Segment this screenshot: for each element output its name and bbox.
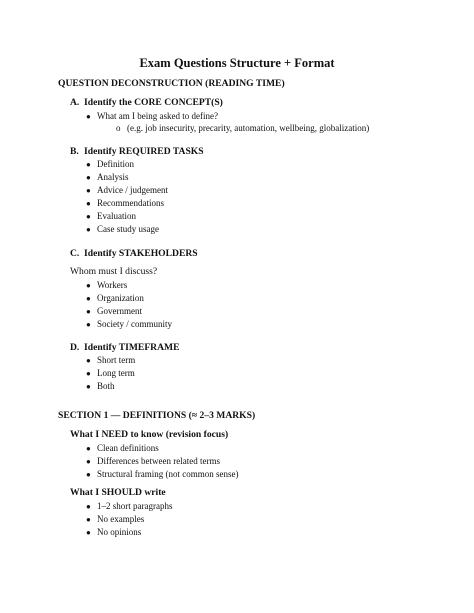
list-item-text: Analysis	[97, 172, 129, 182]
bullet-icon: ●	[86, 173, 91, 182]
list-item-text: No examples	[97, 514, 145, 524]
list-item	[86, 224, 159, 234]
section-letter: B.	[70, 146, 79, 157]
list-item-text: Clean definitions	[97, 443, 159, 453]
bullet-icon: ●	[86, 356, 91, 365]
list-item-text: Advice / judgement	[97, 185, 168, 195]
section-letter: D.	[70, 342, 80, 353]
bullet-icon: ●	[86, 199, 91, 208]
bullet-icon: ●	[86, 112, 91, 121]
list-item	[86, 293, 144, 303]
heading-required-tasks	[70, 146, 204, 157]
section-letter: A.	[70, 97, 80, 108]
list-item-text: 1–2 short paragraphs	[97, 501, 173, 511]
bullet-icon: ●	[86, 457, 91, 466]
list-item-text: No opinions	[97, 527, 142, 537]
heading-timeframe	[70, 342, 180, 353]
prompt-question: Whom must I discuss?	[70, 266, 158, 277]
list-item	[86, 280, 127, 290]
section-letter: C.	[70, 248, 80, 259]
list-item	[86, 159, 134, 169]
bullet-icon: ●	[86, 470, 91, 479]
bullet-icon: ●	[86, 444, 91, 453]
list-item	[86, 501, 172, 511]
list-item-text: What am I being asked to define?	[97, 111, 218, 121]
document-title: Exam Questions Structure + Format	[139, 56, 335, 70]
list-item-text: Short term	[97, 355, 136, 365]
section-heading-text: Identify the CORE CONCEPT(S)	[84, 97, 223, 108]
list-item-text: Case study usage	[97, 224, 159, 234]
list-item	[86, 185, 168, 195]
list-item-text: Organization	[97, 293, 144, 303]
list-item	[86, 368, 135, 378]
list-item	[86, 456, 220, 466]
sub-list-item-text: (e.g. job insecurity, precarity, automation, wellbeing, globalization)	[127, 123, 370, 133]
list-item	[86, 381, 115, 391]
bullet-icon: ●	[86, 528, 91, 537]
bullet-icon: ●	[86, 294, 91, 303]
list-item-text: Government	[97, 306, 142, 316]
list-item-text: Definition	[97, 159, 134, 169]
list-item-text: Structural framing (not common sense)	[97, 469, 239, 479]
bullet-icon: ●	[86, 320, 91, 329]
list-item	[86, 306, 142, 316]
list-item-text: Both	[97, 381, 115, 391]
heading-need-to-know: What I NEED to know (revision focus)	[70, 429, 229, 440]
list-item-text: Society / community	[97, 319, 172, 329]
heading-question-deconstruction: QUESTION DECONSTRUCTION (READING TIME)	[58, 78, 285, 89]
bullet-icon: ●	[86, 212, 91, 221]
heading-core-concepts	[70, 97, 223, 108]
bullet-icon: ●	[86, 382, 91, 391]
list-item-text: Long term	[97, 368, 135, 378]
bullet-icon: ●	[86, 160, 91, 169]
list-item	[86, 469, 238, 479]
section-heading-text: Identify TIMEFRAME	[84, 342, 180, 353]
heading-section-1-definitions: SECTION 1 — DEFINITIONS (≈ 2–3 MARKS)	[58, 410, 256, 421]
sub-list-item	[116, 123, 369, 133]
section-heading-text: Identify STAKEHOLDERS	[84, 248, 198, 259]
list-item	[86, 319, 172, 329]
list-item	[86, 172, 129, 182]
list-item	[86, 111, 218, 121]
bullet-icon: ●	[86, 502, 91, 511]
list-item-text: Recommendations	[97, 198, 164, 208]
section-heading-text: Identify REQUIRED TASKS	[84, 146, 204, 157]
list-item-text: Differences between related terms	[97, 456, 221, 466]
bullet-icon: ●	[86, 186, 91, 195]
bullet-icon: ●	[86, 369, 91, 378]
bullet-icon: ●	[86, 515, 91, 524]
bullet-icon: ●	[86, 281, 91, 290]
list-item	[86, 514, 144, 524]
sub-bullet-icon: o	[116, 123, 121, 133]
list-item	[86, 211, 136, 221]
list-item	[86, 355, 135, 365]
bullet-icon: ●	[86, 307, 91, 316]
bullet-icon: ●	[86, 225, 91, 234]
list-item	[86, 443, 159, 453]
heading-stakeholders	[70, 248, 198, 259]
list-item-text: Evaluation	[97, 211, 136, 221]
heading-should-write: What I SHOULD write	[70, 487, 166, 498]
list-item	[86, 198, 164, 208]
list-item-text: Workers	[97, 280, 128, 290]
list-item	[86, 527, 141, 537]
